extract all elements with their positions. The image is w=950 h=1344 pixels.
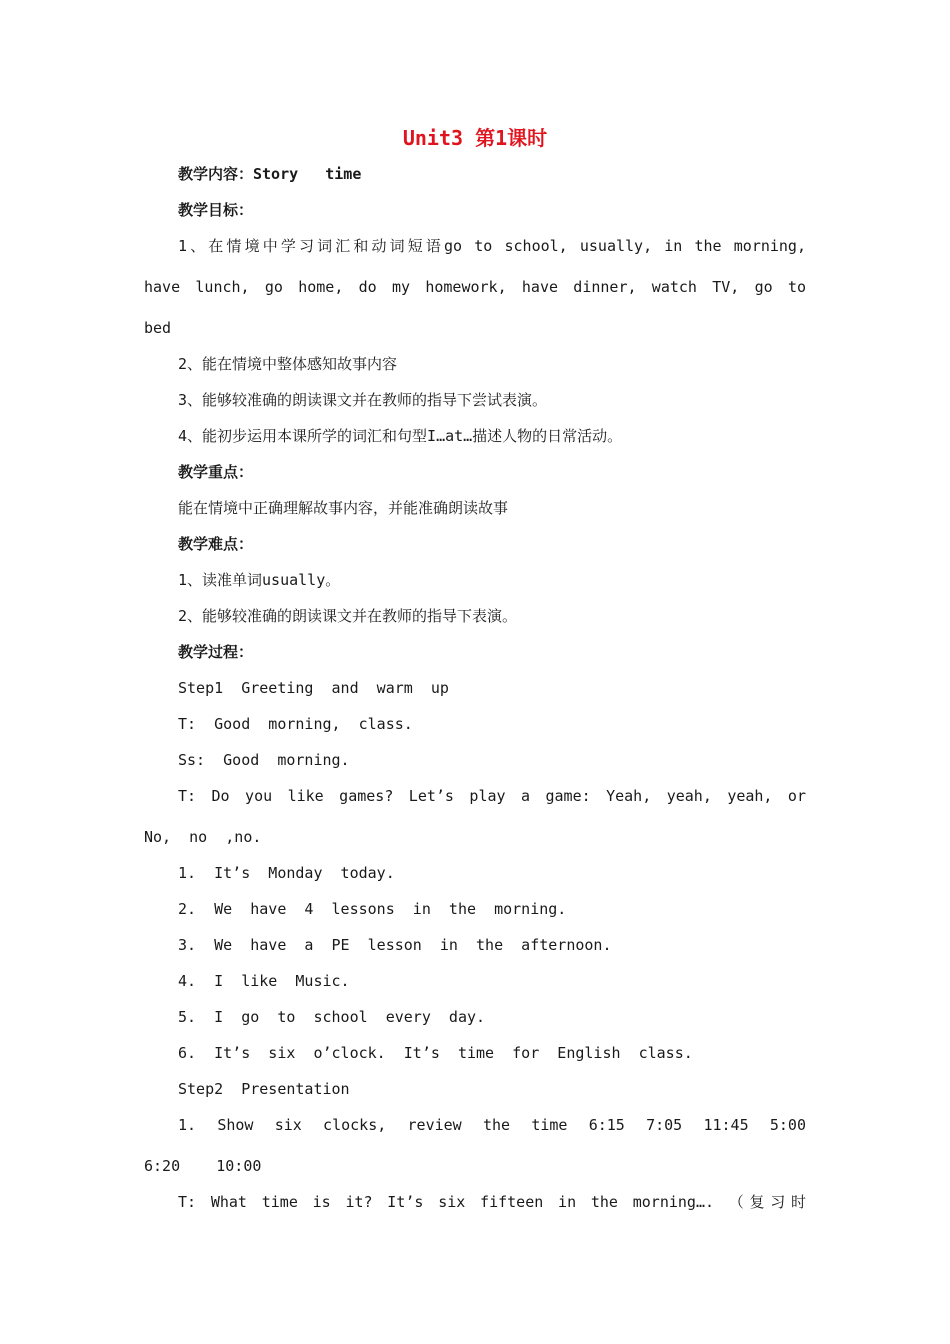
- step-2-heading: Step2 Presentation: [178, 1080, 350, 1098]
- step-1-heading: Step1 Greeting and warm up: [178, 679, 449, 697]
- show-clocks-line-2: 6:20 10:00: [144, 1157, 262, 1175]
- objectives-label: 教学目标：: [178, 201, 254, 219]
- game-item: 1. It’s Monday today.: [178, 864, 395, 882]
- objective-1-line-2: have lunch, go home, do my homework, have dinner, watch TV, go to: [144, 278, 806, 296]
- dialogue-teacher-3: T: What time is it? It’s six fifteen in the morning…. （复习时: [178, 1193, 806, 1211]
- content-label: 教学内容：Story time: [178, 165, 362, 183]
- game-item: 2. We have 4 lessons in the morning.: [178, 900, 567, 918]
- difficult-point-2: 2、能够较准确的朗读课文并在教师的指导下表演。: [178, 607, 518, 625]
- show-clocks-line-1: 1. Show six clocks, review the time 6:15 7:05 11:45 5:00: [178, 1116, 806, 1134]
- dialogue-students-1: Ss: Good morning.: [178, 751, 350, 769]
- objective-1-line-1: 1、在情境中学习词汇和动词短语go to school, usually, in the morning,: [178, 237, 806, 255]
- objective-3: 3、能够较准确的朗读课文并在教师的指导下尝试表演。: [178, 391, 548, 409]
- difficult-point-1: 1、读准单词usually。: [178, 571, 341, 589]
- game-item: 4. I like Music.: [178, 972, 350, 990]
- game-item: 6. It’s six o’clock. It’s time for English class.: [178, 1044, 693, 1062]
- difficult-points-label: 教学难点：: [178, 535, 254, 553]
- game-item: 5. I go to school every day.: [178, 1008, 486, 1026]
- key-points-label: 教学重点：: [178, 463, 254, 481]
- objective-1-line-3: bed: [144, 319, 172, 337]
- dialogue-teacher-1: T: Good morning, class.: [178, 715, 413, 733]
- document-title: Unit3 第1课时: [402, 126, 548, 150]
- objective-2: 2、能在情境中整体感知故事内容: [178, 355, 398, 373]
- dialogue-teacher-2-line-1: T: Do you like games? Let’s play a game: Yeah, yeah, yeah, or: [178, 787, 806, 805]
- process-label: 教学过程：: [178, 643, 254, 661]
- key-points-text: 能在情境中正确理解故事内容，并能准确朗读故事: [178, 499, 509, 517]
- dialogue-teacher-2-line-2: No, no ,no.: [144, 828, 262, 846]
- objective-4: 4、能初步运用本课所学的词汇和句型I…at…描述人物的日常活动。: [178, 427, 623, 445]
- game-item: 3. We have a PE lesson in the afternoon.: [178, 936, 612, 954]
